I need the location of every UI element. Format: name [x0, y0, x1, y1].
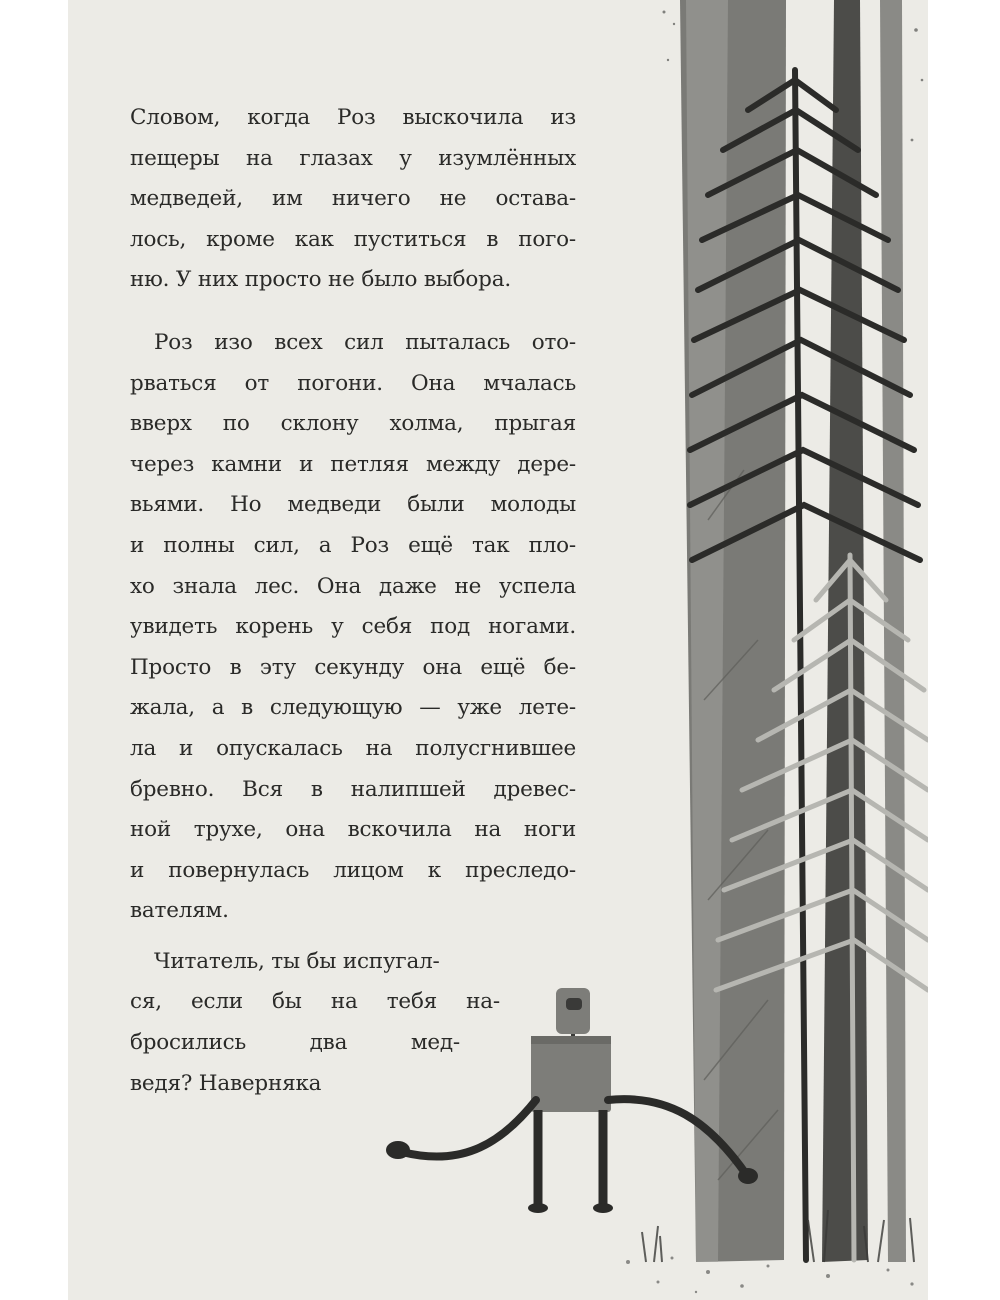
text-line: ведя? Наверняка [130, 1070, 322, 1096]
text-line: ню. У них просто не было выбора. [130, 267, 511, 293]
ground-specks [626, 1257, 914, 1294]
robot-arm-left [402, 1100, 536, 1157]
text-line: вверх по склону холма, прыгая [130, 411, 576, 437]
back-trunk [696, 0, 766, 1260]
text-line: ла и опускалась на полусгнившее [130, 735, 576, 761]
text-line: бросились два мед- [130, 1030, 460, 1056]
robot-arm-right [608, 1099, 746, 1174]
text-line: вьями. Но медведи были молоды [130, 492, 576, 518]
tree-trunk-left [680, 0, 786, 1262]
text-line: и полны сил, а Роз ещё так пло- [130, 532, 576, 558]
tree-trunk-center [822, 0, 868, 1262]
grass [642, 1210, 914, 1262]
text-line: Словом, когда Роз выскочила из [130, 105, 576, 130]
book-page [68, 0, 928, 1300]
text-line: бревно. Вся в налипшей древес- [130, 776, 576, 802]
text-line: Роз изо всех сил пыталась ото- [154, 329, 576, 355]
text-line: Просто в эту секунду она ещё бе- [130, 654, 576, 680]
spruce-tree-light [716, 555, 928, 1260]
text-line: хо знала лес. Она даже не успела [130, 573, 576, 599]
spruce-tree-dark [690, 70, 920, 1260]
text-line: через камни и петляя между дере- [130, 451, 576, 477]
text-line: пещеры на глазах у изумлённых [130, 145, 576, 171]
body-text [130, 98, 576, 1104]
text-line: увидеть корень у себя под ногами. [130, 614, 576, 640]
text-line: и повернулась лицом к преследо- [130, 857, 576, 883]
text-line: ся, если бы на тебя на- [130, 989, 500, 1015]
text-line: рваться от погони. Она мчалась [130, 370, 576, 396]
text-line: ной трухе, она вскочила на ноги [130, 817, 576, 843]
text-line: вателям. [130, 898, 229, 924]
tree-trunk-right [880, 0, 906, 1262]
text-line: лось, кроме как пуститься в пого- [130, 226, 576, 252]
text-line: медведей, им ничего не остава- [130, 186, 576, 212]
text-line: Читатель, ты бы испугал- [154, 948, 440, 974]
text-line: жала, а в следующую — уже лете- [130, 695, 576, 721]
